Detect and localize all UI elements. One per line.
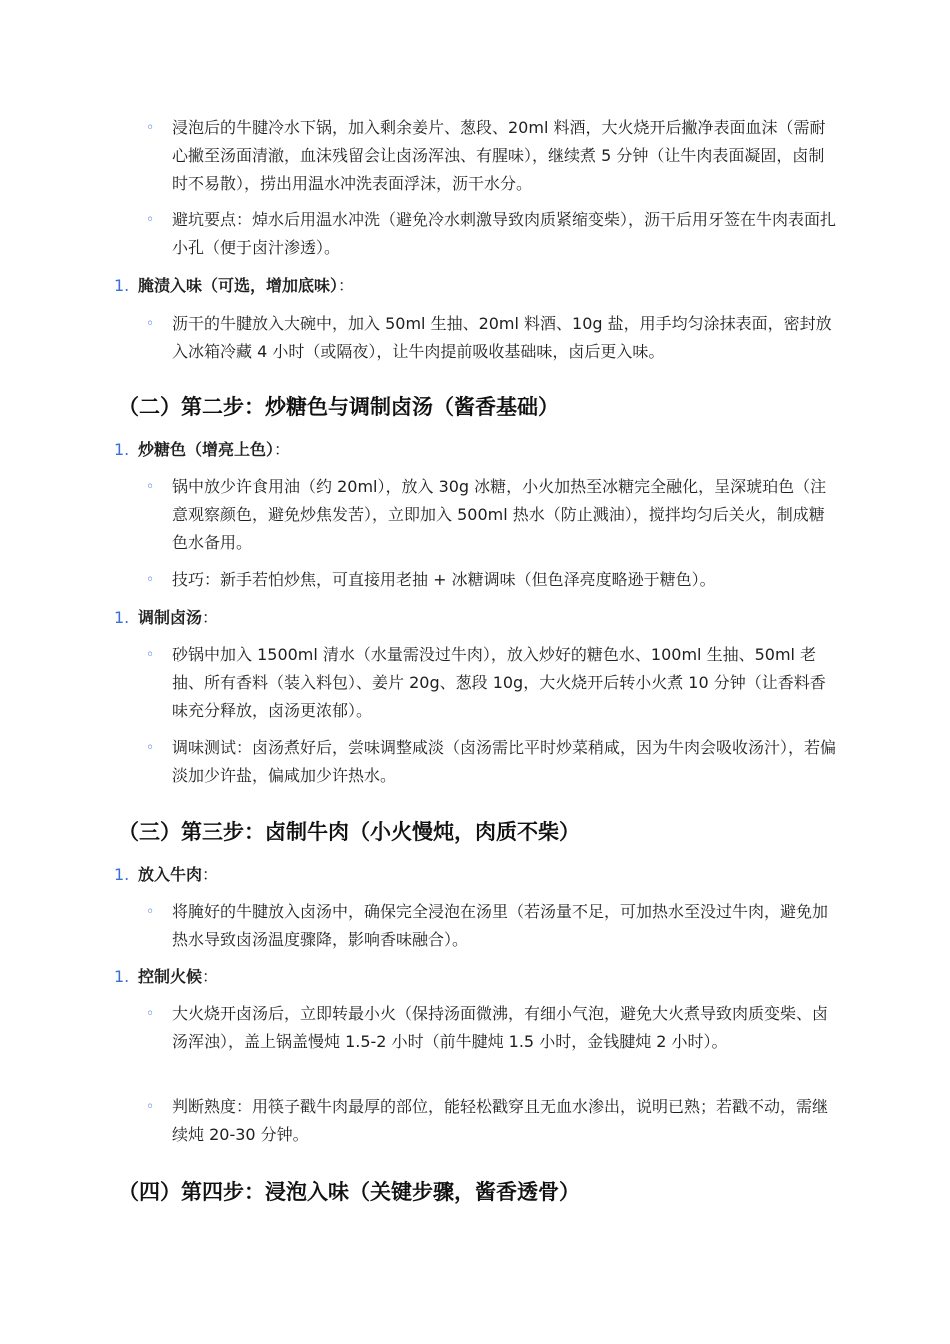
bullet-marker: ◦	[146, 212, 155, 228]
item-label: 放入牛肉	[138, 865, 203, 884]
section-heading: （三）第三步：卤制牛肉（小火慢炖，肉质不柴）	[118, 820, 580, 844]
item-number: 1.	[114, 967, 130, 986]
list-bullet	[146, 310, 836, 366]
item-label: 炒糖色（增亮上色）	[138, 440, 275, 459]
list-bullet	[146, 641, 836, 725]
bullet-text: 砂锅中加入 1500ml 清水（水量需没过牛肉），放入炒好的糖色水、100ml 生抽、50ml 老抽、所有香料（装入料包）、姜片 20g、葱段 10g，大火烧开后转小火煮 10 分钟（让香料香味充分释放，卤汤更浓郁）。	[172, 645, 826, 720]
list-bullet	[146, 206, 836, 262]
bullet-marker: ◦	[146, 1099, 155, 1115]
list-bullet	[146, 1000, 836, 1056]
bullet-marker: ◦	[146, 572, 155, 588]
bullet-text: 大火烧开卤汤后，立即转最小火（保持汤面微沸，有细小气泡，避免大火煮导致肉质变柴、卤汤浑浊），盖上锅盖慢炖 1.5-2 小时（前牛腱炖 1.5 小时，金钱腱炖 2 小时）。	[172, 1004, 829, 1051]
numbered-item	[114, 861, 834, 889]
bullet-text: 判断熟度：用筷子戳牛肉最厚的部位，能轻松戳穿且无血水渗出，说明已熟；若戳不动，需继续炖 20-30 分钟。	[172, 1097, 829, 1144]
item-colon: ：	[274, 440, 291, 459]
list-bullet	[146, 114, 836, 198]
numbered-item	[114, 604, 834, 632]
numbered-item	[114, 436, 834, 464]
item-number: 1.	[114, 865, 130, 884]
bullet-text: 避坑要点：焯水后用温水冲洗（避免冷水刺激导致肉质紧缩变柴），沥干后用牙签在牛肉表面扎小孔（便于卤汁渗透）。	[172, 210, 837, 257]
bullet-text: 锅中放少许食用油（约 20ml），放入 30g 冰糖，小火加热至冰糖完全融化，呈深琥珀色（注意观察颜色，避免炒焦发苦），立即加入 500ml 热水（防止溅油），搅拌均匀后关火，制成糖色水备用。	[172, 477, 827, 552]
bullet-text: 浸泡后的牛腱冷水下锅，加入剩余姜片、葱段、20ml 料酒，大火烧开后撇净表面血沫（需耐心撇至汤面清澈，血沫残留会让卤汤浑浊、有腥味），继续煮 5 分钟（让牛肉表面凝固，卤制时不易散），捞出用温水冲洗表面浮沫，沥干水分。	[172, 118, 826, 193]
item-number: 1.	[114, 440, 130, 459]
item-label: 腌渍入味（可选，增加底味）	[138, 276, 339, 295]
bullet-marker: ◦	[146, 120, 155, 136]
bullet-marker: ◦	[146, 479, 155, 495]
list-bullet	[146, 566, 836, 594]
bullet-marker: ◦	[146, 740, 155, 756]
item-number: 1.	[114, 608, 130, 627]
section-heading: （二）第二步：炒糖色与调制卤汤（酱香基础）	[118, 395, 559, 419]
item-number: 1.	[114, 276, 130, 295]
bullet-text: 调味测试：卤汤煮好后，尝味调整咸淡（卤汤需比平时炒菜稍咸，因为牛肉会吸收汤汁），若偏淡加少许盐，偏咸加少许热水。	[172, 738, 837, 785]
list-bullet	[146, 898, 836, 954]
list-bullet	[146, 1093, 836, 1149]
bullet-text: 沥干的牛腱放入大碗中，加入 50ml 生抽、20ml 料酒、10g 盐，用手均匀涂抹表面，密封放入冰箱冷藏 4 小时（或隔夜），让牛肉提前吸收基础味，卤后更入味。	[172, 314, 832, 361]
list-bullet	[146, 473, 836, 557]
numbered-item	[114, 272, 834, 300]
numbered-item	[114, 963, 834, 991]
item-label: 调制卤汤	[138, 608, 203, 627]
item-colon: ：	[202, 967, 219, 986]
item-colon: ：	[202, 865, 219, 884]
bullet-marker: ◦	[146, 647, 155, 663]
bullet-marker: ◦	[146, 1006, 155, 1022]
bullet-text: 技巧：新手若怕炒焦，可直接用老抽 + 冰糖调味（但色泽亮度略逊于糖色）。	[172, 570, 716, 589]
item-colon: ：	[202, 608, 219, 627]
bullet-marker: ◦	[146, 316, 155, 332]
item-colon: ：	[338, 276, 355, 295]
list-bullet	[146, 734, 836, 790]
item-label: 控制火候	[138, 967, 203, 986]
bullet-text: 将腌好的牛腱放入卤汤中，确保完全浸泡在汤里（若汤量不足，可加热水至没过牛肉，避免加热水导致卤汤温度骤降，影响香味融合）。	[172, 902, 829, 949]
bullet-marker: ◦	[146, 904, 155, 920]
section-heading: （四）第四步：浸泡入味（关键步骤，酱香透骨）	[118, 1180, 580, 1204]
